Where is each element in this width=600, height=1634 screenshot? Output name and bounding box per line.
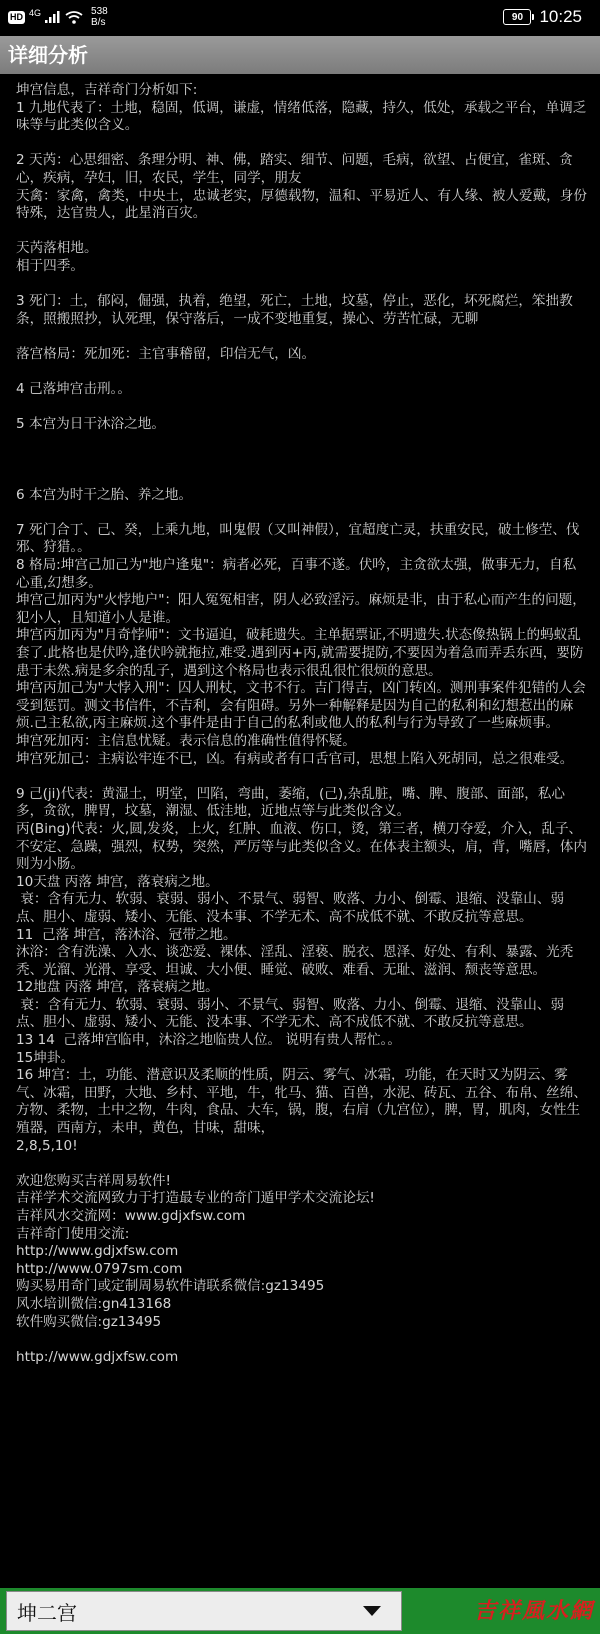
paragraph-promo: 欢迎您购买吉祥周易软件! 吉祥学术交流网致力于打造最专业的奇门遁甲学术交流论坛! 吉祥风水交流网：www.gdjxfsw.com 吉祥奇门使用交流: http://www.gdjxfsw.com http://www.0797sm.com 购买易用奇门或定制周易软件请联系微信:gz13495 风水培训微信:gn413168 软件购买微信:gz13495 xyxy=(16,1172,375,1330)
network-type: 4G xyxy=(29,8,42,18)
page-title: 详细分析 xyxy=(0,36,600,74)
battery-level: 90 xyxy=(511,11,524,23)
paragraph-star-position: 天芮落相地。 相于四季。 xyxy=(16,240,98,274)
clock: 10:25 xyxy=(539,7,582,26)
speed-value: 538 xyxy=(91,6,108,17)
paragraph-pattern: 落宫格局：死加死：主官事稽留，印信无气，凶。 xyxy=(16,345,316,362)
battery-icon xyxy=(503,9,531,25)
status-left xyxy=(8,6,108,28)
paragraph-stars: 2 天芮：心思细密、条理分明、神、佛，踏实、细节、问题，毛病，欲望、占便宜，雀斑、贪心，疾病，孕妇，旧，农民，学生，同学，朋友 天禽：家禽，禽类，中央土，忠诚老实，厚德载物，温和、平易近人、有人缘、被人爱戴，身份特殊，达官贵人，此星消百灾。 xyxy=(16,152,587,222)
status-right xyxy=(503,7,582,27)
palace-select[interactable] xyxy=(6,1591,402,1631)
hd-badge: HD xyxy=(10,11,23,22)
paragraph-basic-info: 坤宫信息，吉祥奇门分析如下: 1 九地代表了：土地，稳固，低调，谦虚，情绪低落，隐藏，持久，低处，承载之平台，单调乏味等与此类似含义。 xyxy=(16,82,587,134)
paragraph-door: 3 死门：土，郁闷，倔强，执着，绝望，死亡，土地，坟墓，停止，恶化，坏死腐烂，笨拙教条，照搬照抄，认死理，保守落后，一成不变地重复，操心、劳苦忙碌，无聊 xyxy=(16,293,573,327)
analysis-content[interactable] xyxy=(16,82,588,1582)
status-bar xyxy=(0,0,600,36)
network-speed xyxy=(91,6,108,28)
website-link[interactable]: http://www.gdjxfsw.com xyxy=(16,1348,179,1365)
paragraph-day-stem: 5 本宫为日干沐浴之地。 xyxy=(16,416,165,433)
signal-icon xyxy=(45,11,61,23)
dropdown-arrow-icon xyxy=(363,1606,381,1616)
bottom-bar xyxy=(0,1588,600,1634)
paragraph-combinations: 7 死门合丁、己、癸，上乘九地，叫鬼假（又叫神假），宜超度亡灵，扶重安民，破土修茔、伐邪、狩猎。。 8 格局:坤宫己加己为"地户逢鬼"：病者必死，百事不遂。伏吟，主贪欲太强，做事无力，自私心重,幻想多。 坤宫己加丙为"火悖地户"：阳人冤冤相害，阴人必致淫污。麻烦是非，由于私心而产生的问题，犯小人，且知道小人是谁。 坤宫丙加丙为"月奇悖师"：文书逼迫，破耗遗失。主单据票证,不明遗失.状态像热锅上的蚂蚁乱套了.此格也是伏吟,逢伏吟就拖拉,难受.遇到丙+丙,就需要提防,不要因为着急而弄丢东西，要防患于未然.病是多余的乱子，遇到这个格局也表示很乱很忙很烦的意思。 坤宫丙加己为"大悖入刑"：囚人刑杖，文书不行。吉门得吉，凶门转凶。测刑事案件犯错的人会受到惩罚。测文书信件，不吉利，会有阻碍。另外一种解释是因为自己的私利和幻想惹出的麻烦.己主私欲,丙主麻烦.这个事件是由于自己的私利或他人的私利与行为导致了一些麻烦事。 坤宫死加丙：主信息忧疑。表示信息的准确性值得怀疑。 坤宫死加己：主病讼牢连不已，凶。有病或者有口舌官司，思想上陷入死胡同，总之很难受。 xyxy=(16,521,586,767)
palace-select-value: 坤二宫 xyxy=(17,1600,77,1625)
paragraph-hour-stem: 6 本宫为时干之胎、养之地。 xyxy=(16,486,193,503)
wifi-icon xyxy=(65,11,83,24)
paragraph-punishment: 4 己落坤宫击刑。。 xyxy=(16,381,131,398)
brand-logo: 吉祥風水網 xyxy=(473,1598,594,1624)
paragraph-details: 9 己(ji)代表：黄湿土，明堂，凹陷，弯曲，萎缩，(己),杂乱脏，嘴、脾、腹部、面部，私心多，贪欲，脾胃，坟墓，潮湿、低洼地，近地点等与此类似含义。 丙(Bing)代表：火,圆,发炎，上火，红肿、血液、伤口，烫，第三者，横刀夺爱，介入，乱子、不安定、急躁，强烈，权势，突然，严厉等与此类似含义。在体表主额头，肩，背，嘴唇，体内则为小肠。 10天盘 丙落 坤宫，落衰病之地。 衰：含有无力、软弱、衰弱、弱小、不景气、弱智、败落、力小、倒霉、退缩、没靠山、弱点、胆小、虚弱、矮小、无能、没本事、不学无术、高不成低不就、不敢反抗等意思。 11 己落 坤宫，落沐浴、冠带之地。 沐浴：含有洗澡、入水、谈恋爱、裸体、淫乱、淫亵、脱衣、恩泽、好处、有利、暴露、光秃秃、光溜、光滑、享受、坦诚、大小便、睡觉、破败、难看、无耻、滋润、颓丧等意思。 12地盘 丙落 坤宫，落衰病之地。 衰：含有无力、软弱、衰弱、弱小、不景气、弱智、败落、力小、倒霉、退缩、没靠山、弱点、胆小、虚弱、矮小、无能、没本事、不学无术、高不成低不就、不敢反抗等意思。 13 14 己落坤宫临申，沐浴之地临贵人位。 说明有贵人帮忙。。 15坤卦。 16 坤宫：土，功能、潜意识及柔顺的性质，阴云、雾气、冰霜，功能，在天时又为阴云、雾气、冰霜，田野，大地、乡村、平地，牛，牝马、猫、百兽，水泥、砖瓦、五谷、布帛、丝绵、方物、柔物，土中之物，牛肉，食品、大车，锅，腹，右肩（九宫位），脾，胃，肌肉，女性生殖器，西南方，未申，黄色，甘味，甜味， 2,8,5,10! xyxy=(16,785,587,1154)
speed-unit: B/s xyxy=(91,17,106,28)
